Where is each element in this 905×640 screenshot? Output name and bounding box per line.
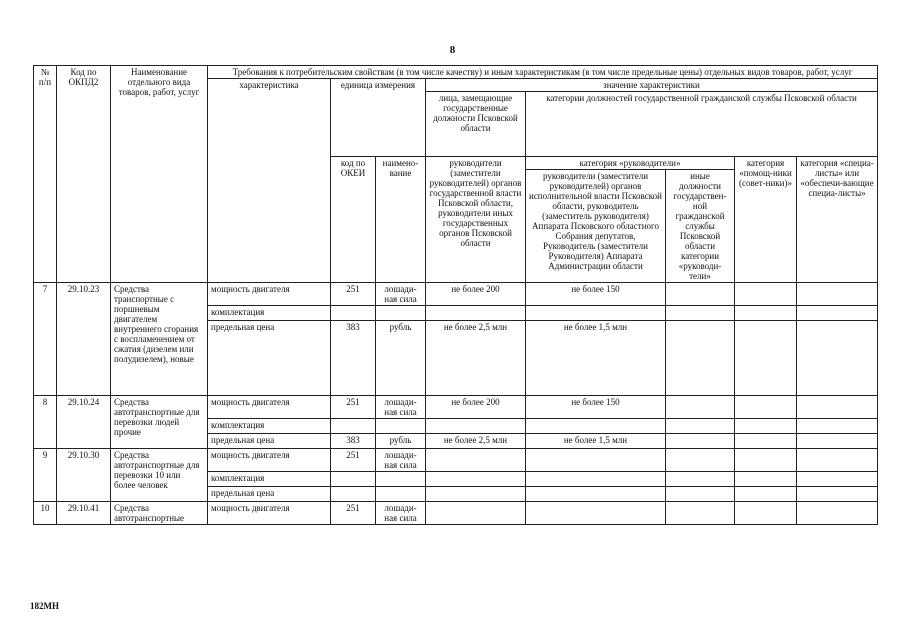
row-value-assist: [735, 434, 797, 449]
header-characteristic: характеристика: [208, 79, 331, 283]
header-cat-heads-title: категория «руководители»: [526, 157, 734, 170]
page-number: 8: [449, 44, 456, 56]
row-num: 8: [34, 396, 57, 449]
header-cat-assist: категория «помощ-ники (совет-ники)»: [735, 157, 797, 283]
row-value-persons: не более 2,5 млн: [426, 321, 526, 396]
row-value-heads-1: [526, 419, 666, 434]
row-value-spec: [797, 487, 878, 502]
row-name: Средства автотранспортные для перевозки 10 или более человек: [111, 449, 208, 502]
row-value-persons: [426, 449, 526, 472]
header-okei-code: код по ОКЕИ: [331, 157, 376, 283]
row-unit: лошади-ная сила: [376, 449, 426, 472]
row-value-spec: [797, 396, 878, 419]
header-cat-heads-1: руководители (заместители руководителей) органов исполнительной власти Псковской области, руководитель (заместитель руководителя) Аппарата Псковского областного Собрания депутатов, Руководитель (заместители Руководителя) Аппарата Администрации области: [526, 170, 666, 282]
row-okei: 383: [331, 321, 376, 396]
row-code: 29.10.23: [57, 283, 111, 396]
header-categories: категории должностей государственной гражданской службы Псковской области: [526, 92, 878, 157]
table-row: [34, 283, 878, 306]
row-value-assist: [735, 321, 797, 396]
row-unit: лошади-ная сила: [376, 502, 426, 525]
header-okpd: Код по ОКПД2: [57, 66, 111, 283]
row-value-heads-1: не более 1,5 млн: [526, 321, 666, 396]
row-value-assist: [735, 487, 797, 502]
row-okei: 251: [331, 449, 376, 472]
header-cat-spec: категория «специа-листы» или «обеспечи-вающие специа-листы»: [797, 157, 878, 283]
row-characteristic: предельная цена: [208, 321, 331, 396]
row-value-heads-2: [666, 487, 735, 502]
row-value-heads-2: [666, 283, 735, 306]
header-unit: единица измерения: [331, 79, 426, 157]
row-characteristic: комплектация: [208, 472, 331, 487]
row-num: 10: [34, 502, 57, 525]
row-okei: 251: [331, 502, 376, 525]
header-num: № п/п: [34, 66, 57, 283]
row-characteristic: комплектация: [208, 306, 331, 321]
row-value-spec: [797, 434, 878, 449]
table-row: [34, 449, 878, 472]
row-value-spec: [797, 283, 878, 306]
header-requirements: Требования к потребительским свойствам (в том числе качеству) и иным характеристикам (в том числе предельные цены) отдельных видов товаров, работ, услуг: [208, 66, 878, 79]
row-unit: [376, 306, 426, 321]
row-code: 29.10.24: [57, 396, 111, 449]
row-code: 29.10.30: [57, 449, 111, 502]
row-value-heads-1: [526, 472, 666, 487]
row-code: 29.10.41: [57, 502, 111, 525]
header-name: Наименование отдельного вида товаров, работ, услуг: [111, 66, 208, 283]
row-value-persons: не более 200: [426, 283, 526, 306]
row-value-persons: [426, 502, 526, 525]
row-num: 7: [34, 283, 57, 396]
row-value-persons: не более 200: [426, 396, 526, 419]
row-value-assist: [735, 306, 797, 321]
row-value-heads-1: [526, 502, 666, 525]
row-okei: [331, 487, 376, 502]
row-value-assist: [735, 449, 797, 472]
row-characteristic: мощность двигателя: [208, 449, 331, 472]
row-value-heads-2: [666, 306, 735, 321]
row-value-heads-2: [666, 449, 735, 472]
table-row: [34, 502, 878, 525]
row-value-heads-2: [666, 502, 735, 525]
row-unit: рубль: [376, 434, 426, 449]
row-value-heads-2: [666, 419, 735, 434]
table-row: [34, 396, 878, 419]
row-characteristic: предельная цена: [208, 487, 331, 502]
row-value-heads-1: не более 150: [526, 396, 666, 419]
row-value-persons: не более 2,5 млн: [426, 434, 526, 449]
row-okei: 251: [331, 396, 376, 419]
row-value-heads-2: [666, 472, 735, 487]
row-characteristic: мощность двигателя: [208, 396, 331, 419]
row-value-heads-2: [666, 321, 735, 396]
row-value-heads-1: не более 150: [526, 283, 666, 306]
header-cat-heads: [526, 157, 735, 283]
footer-code: 182МН: [30, 601, 59, 611]
row-name: Средства автотранспортные: [111, 502, 208, 525]
row-unit: [376, 472, 426, 487]
row-unit: лошади-ная сила: [376, 283, 426, 306]
row-num: 9: [34, 449, 57, 502]
row-characteristic: мощность двигателя: [208, 502, 331, 525]
row-value-persons: [426, 487, 526, 502]
row-value-assist: [735, 396, 797, 419]
row-characteristic: комплектация: [208, 419, 331, 434]
row-value-heads-2: [666, 396, 735, 419]
row-okei: 251: [331, 283, 376, 306]
row-characteristic: предельная цена: [208, 434, 331, 449]
row-value-heads-1: [526, 449, 666, 472]
row-unit: рубль: [376, 321, 426, 396]
row-value-persons: [426, 419, 526, 434]
header-cat-heads-2: иные должности государствен-ной гражданской службы Псковской области категории «руководи-тели»: [673, 171, 727, 281]
row-okei: [331, 419, 376, 434]
row-characteristic: мощность двигателя: [208, 283, 331, 306]
row-value-assist: [735, 419, 797, 434]
row-value-assist: [735, 283, 797, 306]
row-value-spec: [797, 306, 878, 321]
row-value-persons: [426, 472, 526, 487]
row-value-heads-2: [666, 434, 735, 449]
row-value-spec: [797, 502, 878, 525]
row-value-heads-1: не более 1,5 млн: [526, 434, 666, 449]
row-value-assist: [735, 502, 797, 525]
header-persons: лица, замещающие государственные должности Псковской области: [426, 92, 526, 157]
row-okei: 383: [331, 434, 376, 449]
header-value: значение характеристики: [426, 79, 878, 92]
header-persons-heads: руководители (заместители руководителей) органов государственной власти Псковской области, руководители иных государственных органов Псковской области: [426, 157, 526, 283]
row-value-spec: [797, 449, 878, 472]
row-value-spec: [797, 321, 878, 396]
row-name: Средства автотранспортные для перевозки людей прочие: [111, 396, 208, 449]
row-unit: [376, 487, 426, 502]
header-unit-name: наимено-вание: [376, 157, 426, 283]
row-value-heads-1: [526, 306, 666, 321]
requirements-table: [33, 65, 878, 525]
row-value-spec: [797, 472, 878, 487]
row-name: Средства транспортные с поршневым двигателем внутреннего сгорания с воспламенением от сжатия (дизелем или полудизелем), новые: [111, 283, 208, 396]
row-value-spec: [797, 419, 878, 434]
row-value-persons: [426, 306, 526, 321]
row-okei: [331, 306, 376, 321]
row-value-heads-1: [526, 487, 666, 502]
row-unit: [376, 419, 426, 434]
row-value-assist: [735, 472, 797, 487]
row-unit: лошади-ная сила: [376, 396, 426, 419]
row-okei: [331, 472, 376, 487]
